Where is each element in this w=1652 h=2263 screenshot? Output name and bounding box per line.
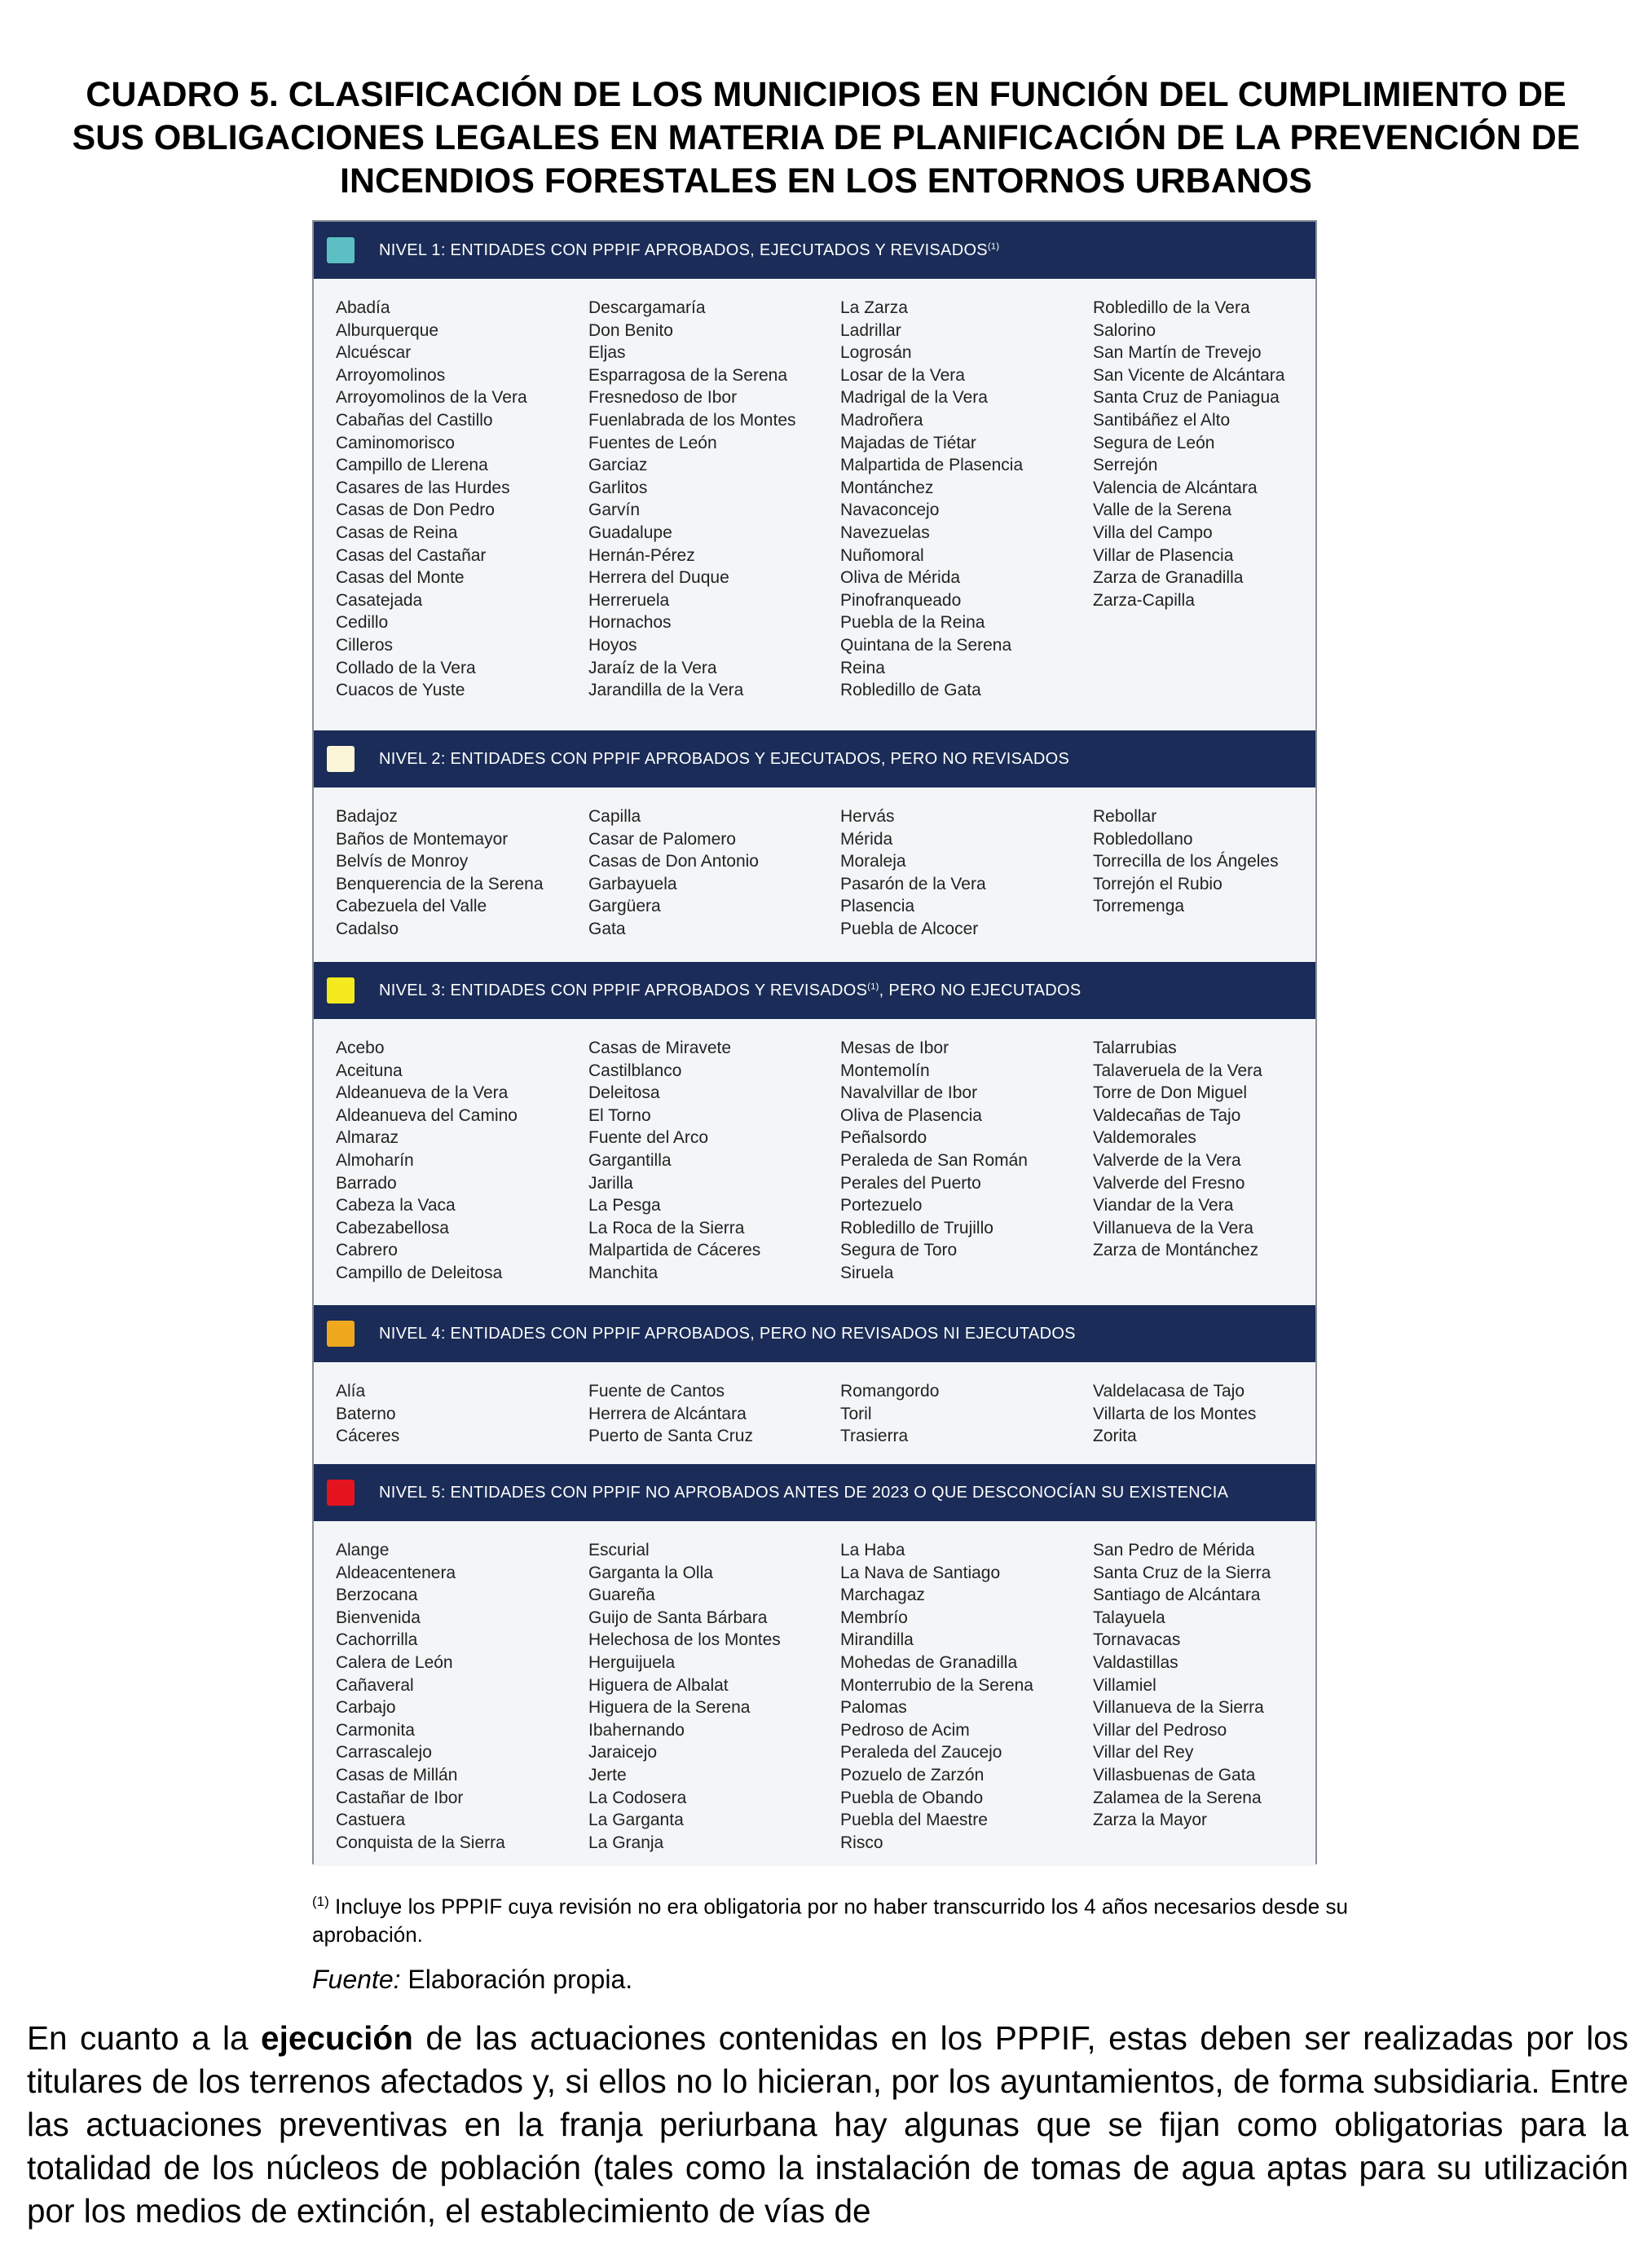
municipality-name: Fresnedoso de Ibor	[588, 388, 738, 408]
level-title-footnote-marker: (1)	[867, 981, 879, 991]
municipality-name: Aceituna	[336, 1061, 403, 1080]
municipality-name: Fuentes de León	[588, 433, 717, 452]
municipality-name: Puebla de la Reina	[840, 613, 985, 633]
municipality-name: Baterno	[336, 1404, 396, 1423]
municipality-name: Villar del Rey	[1093, 1743, 1194, 1762]
municipality-name: Villar del Pedroso	[1093, 1720, 1227, 1740]
municipality-name: La Garganta	[588, 1811, 684, 1830]
municipality-name: Cañaveral	[336, 1675, 414, 1695]
municipality-name: Arroyomolinos	[336, 365, 446, 385]
municipality-name: Cadalso	[336, 919, 399, 938]
level-2-header	[314, 730, 1315, 787]
municipality-name: Alange	[336, 1541, 390, 1559]
level-5-color-swatch	[327, 1480, 355, 1506]
level-title-text: NIVEL 3: ENTIDADES CON PPPIF APROBADOS Y REVISADOS	[379, 981, 868, 999]
municipality-name: Losar de la Vera	[840, 365, 965, 385]
source-note	[312, 1965, 632, 1995]
municipality-name: Aldeacentenera	[336, 1563, 456, 1582]
municipality-name: Casas del Monte	[336, 568, 465, 588]
municipality-name: Moraleja	[840, 852, 906, 871]
municipality-name: Jarandilla de la Vera	[588, 681, 744, 700]
municipality-name: Jaraicejo	[588, 1743, 658, 1762]
municipality-name: Garlitos	[588, 478, 648, 497]
municipality-name: Berzocana	[336, 1586, 418, 1605]
municipality-name: Romangordo	[840, 1382, 940, 1401]
municipality-name: Casares de las Hurdes	[336, 478, 510, 497]
municipality-name: Carbajo	[336, 1698, 396, 1718]
municipality-name: Don Benito	[588, 320, 673, 340]
municipality-name: Escurial	[588, 1541, 650, 1559]
municipality-name: Mirandilla	[840, 1630, 914, 1650]
caption-line-1: CUADRO 5. CLASIFICACIÓN DE LOS MUNICIPIOS EN FUNCIÓN DEL CUMPLIMIENTO DE	[86, 75, 1566, 114]
level-3-color-swatch	[327, 977, 355, 1004]
municipality-name: Castilblanco	[588, 1061, 682, 1080]
municipality-name: Membrío	[840, 1608, 908, 1627]
municipality-name: Guareña	[588, 1586, 655, 1605]
municipality-name: Cilleros	[336, 635, 394, 655]
municipality-name: Navalvillar de Ibor	[840, 1083, 978, 1103]
municipality-column	[588, 297, 796, 702]
body-text-post: de las actuaciones contenidas en los PPPIF, estas deben ser realizadas por los titulares de los terrenos afectados y, si ellos no lo hicieran, por los ayuntamientos, de forma subsidiaria. Entre las actuaciones preventivas en la franja periurbana hay algunas que se fijan como obligatorias para la totalidad de los núcleos de población (tales como la instalación de tomas de agua aptas para su utilización por los medios de extinción, el establecimiento de vías de	[27, 2019, 1628, 2230]
municipality-name: Reina	[840, 658, 885, 677]
municipality-column	[1093, 1037, 1262, 1262]
source-label: Fuente:	[312, 1965, 401, 1994]
municipality-column	[588, 1037, 760, 1285]
municipality-name: Risco	[840, 1833, 883, 1852]
municipality-name: Badajoz	[336, 807, 398, 826]
municipality-name: Hervás	[840, 807, 895, 826]
municipality-name: Bienvenida	[336, 1608, 421, 1627]
level-1-municipality-list	[314, 279, 1315, 730]
municipality-column	[1093, 297, 1284, 611]
level-title-text: NIVEL 1: ENTIDADES CON PPPIF APROBADOS, EJECUTADOS Y REVISADOS	[379, 240, 988, 259]
municipality-name: Jaraíz de la Vera	[588, 658, 717, 677]
municipality-column	[336, 805, 544, 941]
municipality-name: Zalamea de la Serena	[1093, 1788, 1262, 1807]
municipality-name: Garbayuela	[588, 874, 677, 893]
source-text: Elaboración propia.	[400, 1965, 633, 1994]
level-3-header	[314, 962, 1315, 1019]
municipality-column	[1093, 1380, 1256, 1448]
municipality-name: Casas de Millán	[336, 1765, 458, 1784]
municipality-name: Esparragosa de la Serena	[588, 365, 787, 385]
municipality-name: Santibáñez el Alto	[1093, 410, 1231, 430]
municipality-name: La Zarza	[840, 298, 908, 317]
municipality-name: Segura de León	[1093, 433, 1215, 452]
municipality-name: Herguijuela	[588, 1652, 676, 1672]
municipality-name: Conquista de la Sierra	[336, 1833, 505, 1852]
municipality-name: Valdelacasa de Tajo	[1093, 1382, 1245, 1401]
municipality-name: Malpartida de Plasencia	[840, 456, 1024, 475]
municipality-name: Viandar de la Vera	[1093, 1196, 1234, 1215]
municipality-name: Alburquerque	[336, 320, 439, 340]
municipality-name: Fuente del Arco	[588, 1128, 709, 1148]
municipality-name: Hoyos	[588, 635, 637, 655]
municipality-name: Castañar de Ibor	[336, 1788, 464, 1807]
municipality-name: Torrejón el Rubio	[1093, 874, 1222, 893]
municipality-name: Torre de Don Miguel	[1093, 1083, 1248, 1103]
municipality-name: Gargüera	[588, 897, 661, 916]
municipality-column	[1093, 805, 1279, 918]
municipality-name: Malpartida de Cáceres	[588, 1241, 761, 1260]
municipality-name: Segura de Toro	[840, 1241, 958, 1260]
level-2-municipality-list	[314, 787, 1315, 962]
municipality-name: Pasarón de la Vera	[840, 874, 986, 893]
municipality-column	[1093, 1539, 1271, 1832]
body-paragraph	[27, 2017, 1628, 2233]
municipality-column	[588, 1380, 753, 1448]
municipality-name: Belvís de Monroy	[336, 852, 469, 871]
municipality-name: Villasbuenas de Gata	[1093, 1765, 1256, 1784]
municipality-name: Cabeza la Vaca	[336, 1196, 456, 1215]
municipality-name: Villamiel	[1093, 1675, 1156, 1695]
level-1-title	[379, 241, 999, 260]
municipality-name: Gargantilla	[588, 1150, 672, 1170]
table-caption	[24, 73, 1628, 203]
municipality-name: Santa Cruz de la Sierra	[1093, 1563, 1271, 1582]
level-4-color-swatch	[327, 1321, 355, 1347]
municipality-name: Gata	[588, 919, 626, 938]
municipality-name: Alía	[336, 1382, 366, 1401]
municipality-name: Villanueva de la Sierra	[1093, 1698, 1264, 1718]
municipality-name: Peraleda del Zaucejo	[840, 1743, 1002, 1762]
municipality-name: Valdecañas de Tajo	[1093, 1105, 1241, 1125]
footnote-marker: (1)	[312, 1894, 329, 1909]
municipality-name: Zarza de Montánchez	[1093, 1241, 1259, 1260]
municipality-name: Madroñera	[840, 410, 923, 430]
municipality-name: Guijo de Santa Bárbara	[588, 1608, 768, 1627]
municipality-name: Manchita	[588, 1263, 659, 1282]
municipality-name: Trasierra	[840, 1427, 909, 1446]
municipality-name: Casar de Palomero	[588, 829, 736, 849]
level-5-title	[379, 1484, 1228, 1502]
municipality-name: Casas de Miravete	[588, 1039, 732, 1057]
municipality-name: Valverde de la Vera	[1093, 1150, 1241, 1170]
municipality-name: Villanueva de la Vera	[1093, 1218, 1253, 1237]
municipality-name: La Nava de Santiago	[840, 1563, 1001, 1582]
level-4-title	[379, 1325, 1076, 1343]
municipality-name: Zarza la Mayor	[1093, 1811, 1208, 1830]
municipality-name: Valdastillas	[1093, 1652, 1178, 1672]
municipality-name: Torrecilla de los Ángeles	[1093, 852, 1279, 871]
municipality-name: Mérida	[840, 829, 893, 849]
municipality-name: Rebollar	[1093, 807, 1157, 826]
municipality-name: Madrigal de la Vera	[840, 388, 988, 408]
municipality-name: Guadalupe	[588, 523, 672, 542]
municipality-column	[840, 1037, 1028, 1285]
municipality-name: Puebla de Alcocer	[840, 919, 979, 938]
municipality-column	[336, 1037, 518, 1285]
municipality-name: Pozuelo de Zarzón	[840, 1765, 985, 1784]
municipality-name: Talayuela	[1093, 1608, 1165, 1627]
municipality-column	[336, 1539, 505, 1854]
municipality-name: Nuñomoral	[840, 545, 924, 565]
municipality-name: Pedroso de Acim	[840, 1720, 970, 1740]
municipality-name: Benquerencia de la Serena	[336, 874, 544, 893]
municipality-name: Herrera del Duque	[588, 568, 729, 588]
municipality-name: Alcuéscar	[336, 343, 412, 363]
municipality-name: Campillo de Llerena	[336, 456, 488, 475]
municipality-name: Casatejada	[336, 590, 423, 610]
municipality-name: Plasencia	[840, 897, 915, 916]
municipality-name: Puebla de Obando	[840, 1788, 984, 1807]
municipality-name: Cabezuela del Valle	[336, 897, 487, 916]
municipality-name: Palomas	[840, 1698, 907, 1718]
municipality-name: Caminomorisco	[336, 433, 455, 452]
municipality-column	[588, 1539, 781, 1854]
municipality-name: Talarrubias	[1093, 1039, 1177, 1057]
municipality-name: Fuente de Cantos	[588, 1382, 725, 1401]
level-title-footnote-marker: (1)	[987, 240, 1000, 251]
municipality-name: Valencia de Alcántara	[1093, 478, 1258, 497]
municipality-name: Collado de la Vera	[336, 658, 476, 677]
municipality-name: Carrascalejo	[336, 1743, 432, 1762]
municipality-name: Villar de Plasencia	[1093, 545, 1234, 565]
municipality-name: Zorita	[1093, 1427, 1137, 1446]
level-1-color-swatch	[327, 237, 355, 263]
caption-line-2: SUS OBLIGACIONES LEGALES EN MATERIA DE PLANIFICACIÓN DE LA PREVENCIÓN DE	[72, 118, 1580, 157]
municipality-name: Cabezabellosa	[336, 1218, 449, 1237]
municipality-name: Herreruela	[588, 590, 670, 610]
municipality-name: La Granja	[588, 1833, 664, 1852]
municipality-name: Villa del Campo	[1093, 523, 1213, 542]
municipality-name: La Haba	[840, 1541, 905, 1559]
municipality-name: Cabañas del Castillo	[336, 410, 493, 430]
municipality-name: Monterrubio de la Serena	[840, 1675, 1033, 1695]
municipality-name: Montánchez	[840, 478, 934, 497]
municipality-name: Aldeanueva de la Vera	[336, 1083, 509, 1103]
level-5-municipality-list	[314, 1521, 1315, 1866]
municipality-name: Peraleda de San Román	[840, 1150, 1028, 1170]
municipality-name: Pinofranqueado	[840, 590, 962, 610]
municipality-name: La Codosera	[588, 1788, 687, 1807]
municipality-name: Talaveruela de la Vera	[1093, 1061, 1262, 1080]
municipality-name: Abadía	[336, 298, 390, 317]
municipality-name: El Torno	[588, 1105, 651, 1125]
level-4-municipality-list	[314, 1362, 1315, 1464]
municipality-name: Salorino	[1093, 320, 1156, 340]
municipality-name: Hernán-Pérez	[588, 545, 695, 565]
municipality-name: Casas de Don Antonio	[588, 852, 759, 871]
level-4-header	[314, 1305, 1315, 1362]
municipality-name: Aldeanueva del Camino	[336, 1105, 518, 1125]
municipality-name: Santiago de Alcántara	[1093, 1586, 1261, 1605]
municipality-column	[588, 805, 759, 941]
level-title-text-continued: , PERO NO EJECUTADOS	[879, 981, 1082, 999]
municipality-name: Tornavacas	[1093, 1630, 1181, 1650]
municipality-name: Villarta de los Montes	[1093, 1404, 1257, 1423]
municipality-name: San Martín de Trevejo	[1093, 343, 1262, 363]
municipality-name: Perales del Puerto	[840, 1173, 981, 1193]
municipality-name: San Vicente de Alcántara	[1093, 365, 1285, 385]
municipality-name: Portezuelo	[840, 1196, 923, 1215]
municipality-name: Cedillo	[336, 613, 389, 633]
municipality-name: Mohedas de Granadilla	[840, 1652, 1018, 1672]
municipality-name: Mesas de Ibor	[840, 1039, 949, 1057]
municipality-name: Cabrero	[336, 1241, 398, 1260]
municipality-name: Peñalsordo	[840, 1128, 927, 1148]
footnote	[312, 1888, 1372, 1948]
municipality-name: Oliva de Mérida	[840, 568, 961, 588]
municipality-name: Navaconcejo	[840, 501, 940, 520]
municipality-name: Eljas	[588, 343, 626, 363]
municipality-name: Robledollano	[1093, 829, 1193, 849]
municipality-name: Carmonita	[336, 1720, 415, 1740]
municipality-name: Almaraz	[336, 1128, 399, 1148]
level-1-header	[314, 222, 1315, 279]
municipality-name: Cuacos de Yuste	[336, 681, 465, 700]
municipality-name: Montemolín	[840, 1061, 930, 1080]
municipality-name: Serrejón	[1093, 456, 1158, 475]
level-title-text: NIVEL 2: ENTIDADES CON PPPIF APROBADOS Y EJECUTADOS, PERO NO REVISADOS	[379, 749, 1070, 768]
municipality-name: Santa Cruz de Paniagua	[1093, 388, 1280, 408]
municipality-name: Calera de León	[336, 1652, 453, 1672]
municipality-name: Oliva de Plasencia	[840, 1105, 982, 1125]
level-title-text: NIVEL 5: ENTIDADES CON PPPIF NO APROBADOS ANTES DE 2023 O QUE DESCONOCÍAN SU EXISTENCIA	[379, 1483, 1229, 1502]
municipality-name: Ibahernando	[588, 1720, 685, 1740]
municipality-name: Castuera	[336, 1811, 406, 1830]
municipality-column	[840, 297, 1023, 702]
municipality-name: Valle de la Serena	[1093, 501, 1232, 520]
municipality-name: Navezuelas	[840, 523, 930, 542]
municipality-column	[336, 297, 527, 702]
municipality-name: Higuera de Albalat	[588, 1675, 729, 1695]
caption-line-3: INCENDIOS FORESTALES EN LOS ENTORNOS URBANOS	[340, 161, 1312, 201]
municipality-name: Torremenga	[1093, 897, 1185, 916]
municipality-name: Puerto de Santa Cruz	[588, 1427, 753, 1446]
municipality-name: Robledillo de Trujillo	[840, 1218, 993, 1237]
municipality-name: La Pesga	[588, 1196, 661, 1215]
municipality-name: Zarza de Granadilla	[1093, 568, 1244, 588]
municipality-name: Jerte	[588, 1765, 627, 1784]
municipality-name: Fuenlabrada de los Montes	[588, 410, 796, 430]
municipality-name: Barrado	[336, 1173, 397, 1193]
level-3-title	[379, 982, 1082, 1000]
municipality-name: Campillo de Deleitosa	[336, 1263, 503, 1282]
municipality-name: Garciaz	[588, 456, 648, 475]
municipality-column	[840, 805, 986, 941]
municipality-name: Garganta la Olla	[588, 1563, 713, 1582]
municipality-name: Baños de Montemayor	[336, 829, 509, 849]
level-3-municipality-list	[314, 1019, 1315, 1305]
municipality-name: Zarza-Capilla	[1093, 590, 1195, 610]
body-text-bold: ejecución	[261, 2019, 413, 2057]
municipality-name: Helechosa de los Montes	[588, 1630, 781, 1650]
municipality-name: Quintana de la Serena	[840, 635, 1012, 655]
municipality-name: Cachorrilla	[336, 1630, 418, 1650]
municipality-name: Casas de Reina	[336, 523, 458, 542]
municipality-name: Arroyomolinos de la Vera	[336, 388, 527, 408]
municipality-name: Casas del Castañar	[336, 545, 487, 565]
municipality-column	[840, 1539, 1033, 1854]
municipality-column	[840, 1380, 939, 1448]
municipality-name: Logrosán	[840, 343, 912, 363]
municipality-name: Jarilla	[588, 1173, 633, 1193]
municipality-name: Deleitosa	[588, 1083, 660, 1103]
level-2-color-swatch	[327, 746, 355, 772]
municipality-name: Casas de Don Pedro	[336, 501, 495, 520]
municipality-name: Almoharín	[336, 1150, 414, 1170]
municipality-name: Marchagaz	[840, 1586, 925, 1605]
municipality-name: Puebla del Maestre	[840, 1811, 988, 1830]
municipality-name: La Roca de la Sierra	[588, 1218, 745, 1237]
municipality-name: Garvín	[588, 501, 641, 520]
municipality-name: San Pedro de Mérida	[1093, 1541, 1255, 1559]
municipality-name: Valdemorales	[1093, 1128, 1196, 1148]
municipality-name: Ladrillar	[840, 320, 901, 340]
municipality-name: Siruela	[840, 1263, 894, 1282]
level-5-header	[314, 1464, 1315, 1521]
municipality-classification-table	[312, 220, 1317, 1864]
municipality-name: Descargamaría	[588, 298, 706, 317]
municipality-name: Majadas de Tiétar	[840, 433, 976, 452]
footnote-text: Incluye los PPPIF cuya revisión no era obligatoria por no haber transcurrido los 4 años necesarios desde su aprobación.	[312, 1894, 1348, 1947]
municipality-name: Robledillo de la Vera	[1093, 298, 1250, 317]
municipality-name: Capilla	[588, 807, 641, 826]
municipality-name: Hornachos	[588, 613, 672, 633]
municipality-name: Higuera de la Serena	[588, 1698, 751, 1718]
body-text-pre: En cuanto a la	[27, 2019, 262, 2057]
level-title-text: NIVEL 4: ENTIDADES CON PPPIF APROBADOS, PERO NO REVISADOS NI EJECUTADOS	[379, 1324, 1076, 1343]
level-2-title	[379, 750, 1069, 769]
municipality-name: Toril	[840, 1404, 872, 1423]
municipality-name: Acebo	[336, 1039, 385, 1057]
municipality-name: Herrera de Alcántara	[588, 1404, 747, 1423]
municipality-column	[336, 1380, 399, 1448]
municipality-name: Cáceres	[336, 1427, 400, 1446]
municipality-name: Robledillo de Gata	[840, 681, 981, 700]
municipality-name: Valverde del Fresno	[1093, 1173, 1245, 1193]
